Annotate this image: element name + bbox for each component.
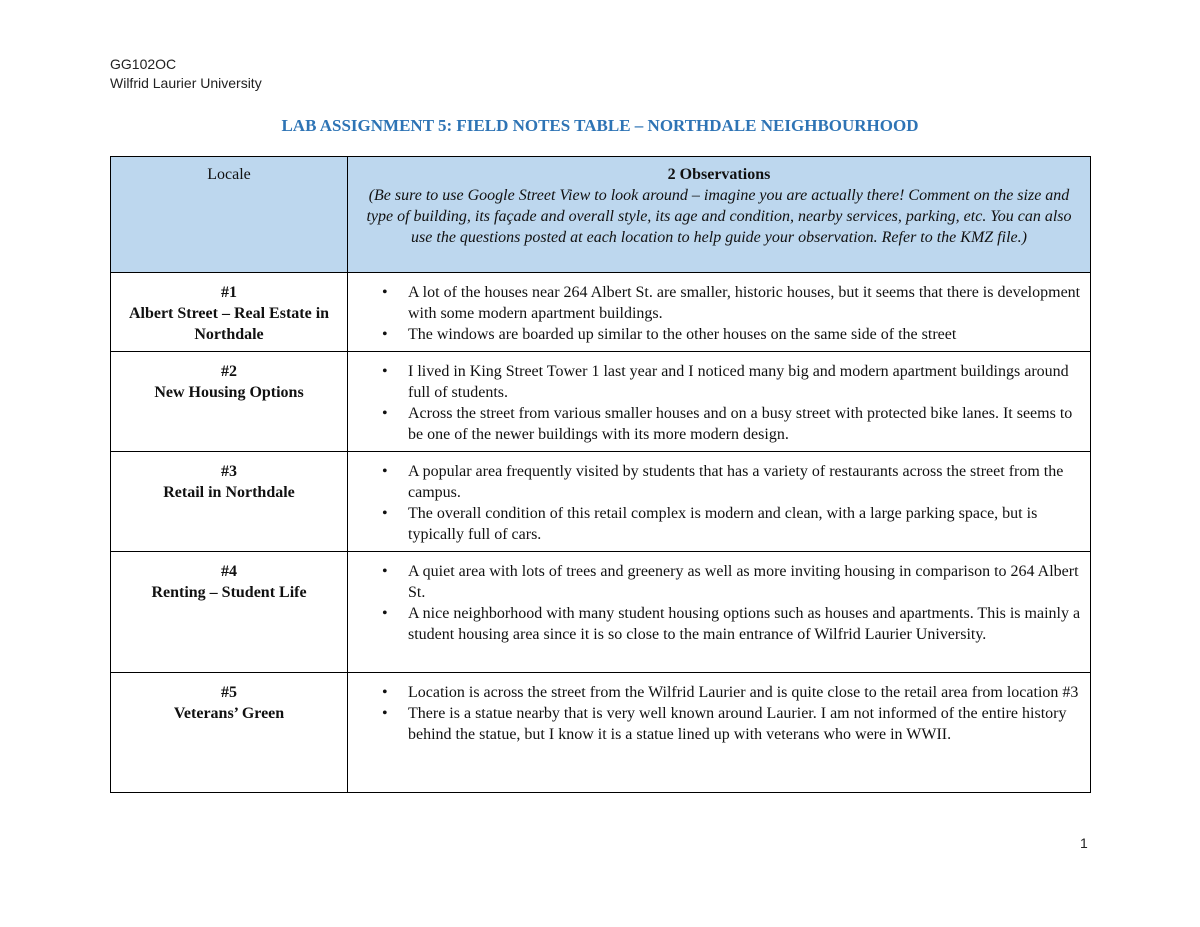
locale-number: #1	[221, 284, 237, 301]
locale-cell	[111, 552, 348, 673]
observations-cell	[348, 452, 1091, 552]
table-row	[111, 673, 1091, 793]
column-header-locale: Locale	[111, 157, 348, 273]
university-name: Wilfrid Laurier University	[110, 75, 262, 91]
locale-cell	[111, 452, 348, 552]
table-row	[111, 452, 1091, 552]
locale-cell	[111, 673, 348, 793]
locale-name: Albert Street – Real Estate in Northdale	[128, 305, 330, 343]
observation-item: • The windows are boarded up similar to the other houses on the same side of the street	[408, 324, 1082, 345]
observation-item: • I lived in King Street Tower 1 last year and I noticed many big and modern apartment buildings around full of students.	[408, 361, 1082, 403]
observations-header-instructions: (Be sure to use Google Street View to look around – imagine you are actually there! Comment on the size and type of building, its façade and overall style, its age and condition, nearby services, parking, etc. You can also use the questions posted at each location to help guide your observation. Refer to the KMZ file.)	[366, 187, 1072, 246]
page-number: 1	[1080, 835, 1088, 851]
locale-number: #4	[221, 563, 237, 580]
observation-item: • The overall condition of this retail complex is modern and clean, with a large parking space, but is typically full of cars.	[408, 503, 1082, 545]
observations-cell	[348, 673, 1091, 793]
observation-item: • There is a statue nearby that is very well known around Laurier. I am not informed of the entire history behind the statue, but I know it is a statue lined up with veterans who were in WWII.	[408, 703, 1082, 745]
locale-name: Veterans’ Green	[173, 705, 285, 722]
table-header-row	[111, 157, 1091, 273]
observation-item: • A lot of the houses near 264 Albert St. are smaller, historic houses, but it seems that there is development with some modern apartment buildings.	[408, 282, 1082, 324]
locale-number: #2	[221, 363, 237, 380]
observation-item: • A nice neighborhood with many student housing options such as houses and apartments. This is mainly a student housing area since it is so close to the main entrance of Wilfrid Laurier University.	[408, 603, 1082, 645]
observation-item: • A quiet area with lots of trees and greenery as well as more inviting housing in comparison to 264 Albert St.	[408, 561, 1082, 603]
table-row	[111, 552, 1091, 673]
locale-name: Retail in Northdale	[163, 484, 295, 501]
observations-cell	[348, 352, 1091, 452]
observation-list	[348, 352, 1090, 451]
observation-item: • A popular area frequently visited by students that has a variety of restaurants across the street from the campus.	[408, 461, 1082, 503]
locale-cell	[111, 273, 348, 352]
observations-cell	[348, 552, 1091, 673]
observation-item: • Across the street from various smaller houses and on a busy street with protected bike lanes. It seems to be one of the newer buildings with its more modern design.	[408, 403, 1082, 445]
observation-list	[348, 673, 1090, 751]
observation-list	[348, 273, 1090, 351]
document-title: LAB ASSIGNMENT 5: FIELD NOTES TABLE – NORTHDALE NEIGHBOURHOOD	[281, 116, 919, 135]
column-header-observations	[348, 157, 1091, 273]
course-code: GG102OC	[110, 56, 177, 72]
observation-item: • Location is across the street from the Wilfrid Laurier and is quite close to the retail area from location #3	[408, 682, 1082, 703]
locale-number: #3	[221, 463, 237, 480]
table-row	[111, 352, 1091, 452]
observation-list	[348, 552, 1090, 651]
table-row	[111, 273, 1091, 352]
field-notes-table	[110, 156, 1091, 793]
observations-cell	[348, 273, 1091, 352]
observation-list	[348, 452, 1090, 551]
locale-name: New Housing Options	[154, 384, 304, 401]
locale-name: Renting – Student Life	[151, 584, 307, 601]
observations-header-title: 2 Observations	[667, 166, 771, 183]
locale-number: #5	[221, 684, 237, 701]
locale-cell	[111, 352, 348, 452]
